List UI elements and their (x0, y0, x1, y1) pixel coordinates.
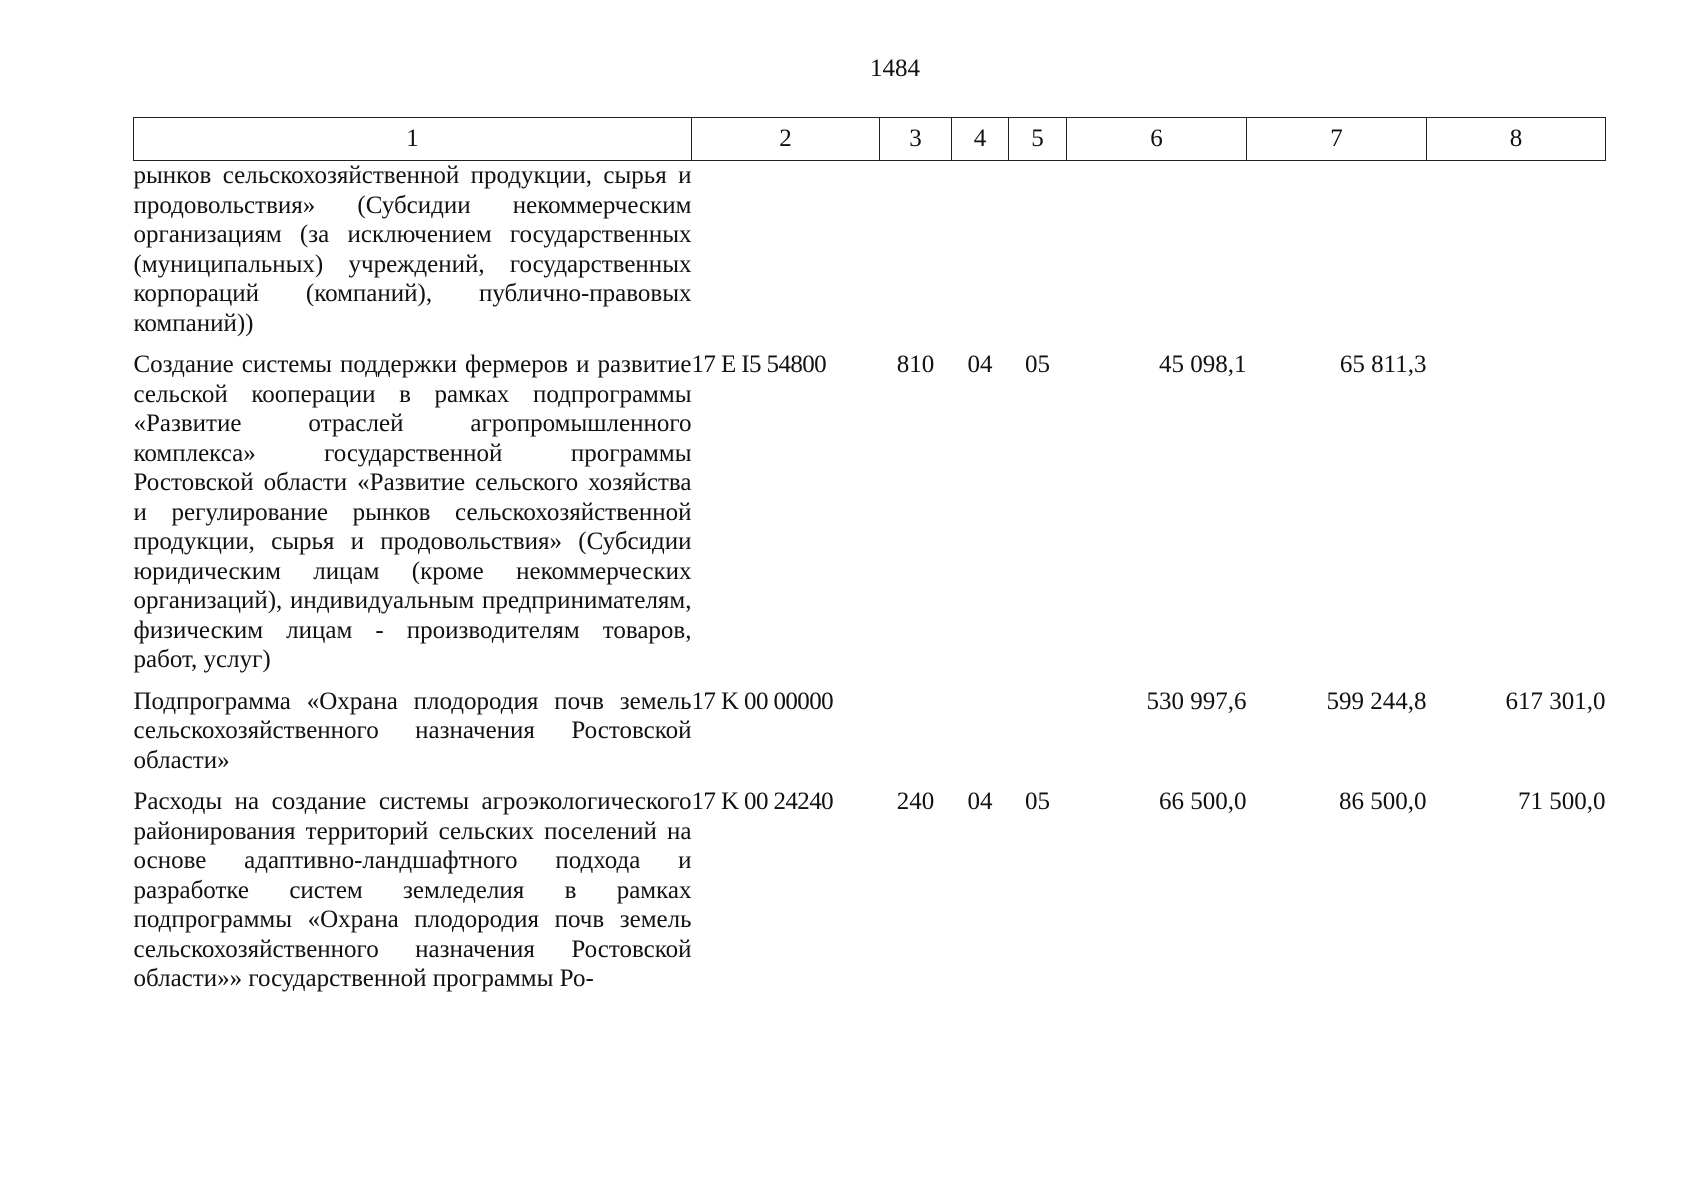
row-amount-6 (1067, 161, 1247, 339)
row-section: 04 (967, 351, 993, 378)
page-number: 1484 (870, 55, 920, 82)
column-header-1: 1 (134, 118, 692, 161)
row-target-code: 17 K 00 00000 (691, 687, 834, 715)
row-amount-7: 65 811,3 (1339, 351, 1427, 378)
row-subsection: 05 (1025, 351, 1050, 378)
row-subsection: 05 (1025, 788, 1050, 815)
row-expense-type: 810 (896, 351, 935, 378)
row-amount-8: 71 500,0 (1518, 788, 1606, 815)
row-subsection (1009, 161, 1067, 339)
row-description: Создание системы поддержки фермеров и развитие сельской кооперации в рамках подпрограммы «Развитие отраслей агропромышленного комплекса» государственной программы Ростовской области «Развитие сельского хозяйства и регулирование рынков сельскохозяйственной продукции, сырья и продовольствия» (Субсидии юридическим лицам (кроме некоммерческих организаций), индивидуальным предпринимателям, физическим лицам - производителям товаров, работ, услуг) (133, 351, 692, 673)
column-header-4: 4 (952, 118, 1009, 161)
row-target-code (692, 161, 880, 339)
row-description: Подпрограмма «Охрана плодородия почв земель сельскохозяйственного назначения Ростовской области» (133, 687, 692, 774)
row-amount-7: 86 500,0 (1339, 788, 1427, 815)
row-description: Расходы на создание системы агроэкологического районирования территорий сельских поселений на основе адаптивно-ландшафтного подхода и разработке систем земледелия в рамках подпрограммы «Охрана плодородия почв земель сельскохозяйственного назначения Ростовской области»» государственной программы Ро- (133, 788, 692, 992)
row-amount-6: 45 098,1 (1159, 351, 1247, 378)
column-header-7: 7 (1247, 118, 1427, 161)
row-subsection (1009, 675, 1067, 776)
row-amount-6: 66 500,0 (1159, 788, 1247, 815)
row-amount-8 (1427, 338, 1606, 675)
table-row (134, 338, 1606, 675)
column-header-3: 3 (880, 118, 952, 161)
row-target-code: 17 K 00 24240 (691, 788, 834, 815)
table-header-row (134, 118, 1606, 161)
column-header-6: 6 (1067, 118, 1247, 161)
budget-table (133, 117, 1606, 994)
row-expense-type (880, 675, 952, 776)
row-section (952, 675, 1009, 776)
row-amount-6: 530 997,6 (1146, 687, 1247, 715)
table-row (134, 675, 1606, 776)
row-section (952, 161, 1009, 339)
row-section: 04 (967, 788, 993, 815)
table-row (134, 775, 1606, 994)
row-target-code: 17 E I5 54800 (691, 351, 827, 378)
row-amount-7 (1247, 161, 1427, 339)
column-header-8: 8 (1427, 118, 1606, 161)
row-expense-type: 240 (896, 788, 935, 815)
row-expense-type (880, 161, 952, 339)
row-amount-8: 617 301,0 (1505, 687, 1606, 715)
row-description: рынков сельскохозяйственной продукции, сырья и продовольствия» (Субсидии некоммерческим организациям (за исключением государственных (муниципальных) учреждений, государственных корпораций (компаний), публично-правовых компаний)) (133, 162, 692, 337)
row-amount-7: 599 244,8 (1326, 687, 1427, 715)
column-header-5: 5 (1009, 118, 1067, 161)
table-row (134, 161, 1606, 339)
row-amount-8 (1427, 161, 1606, 339)
column-header-2: 2 (692, 118, 880, 161)
